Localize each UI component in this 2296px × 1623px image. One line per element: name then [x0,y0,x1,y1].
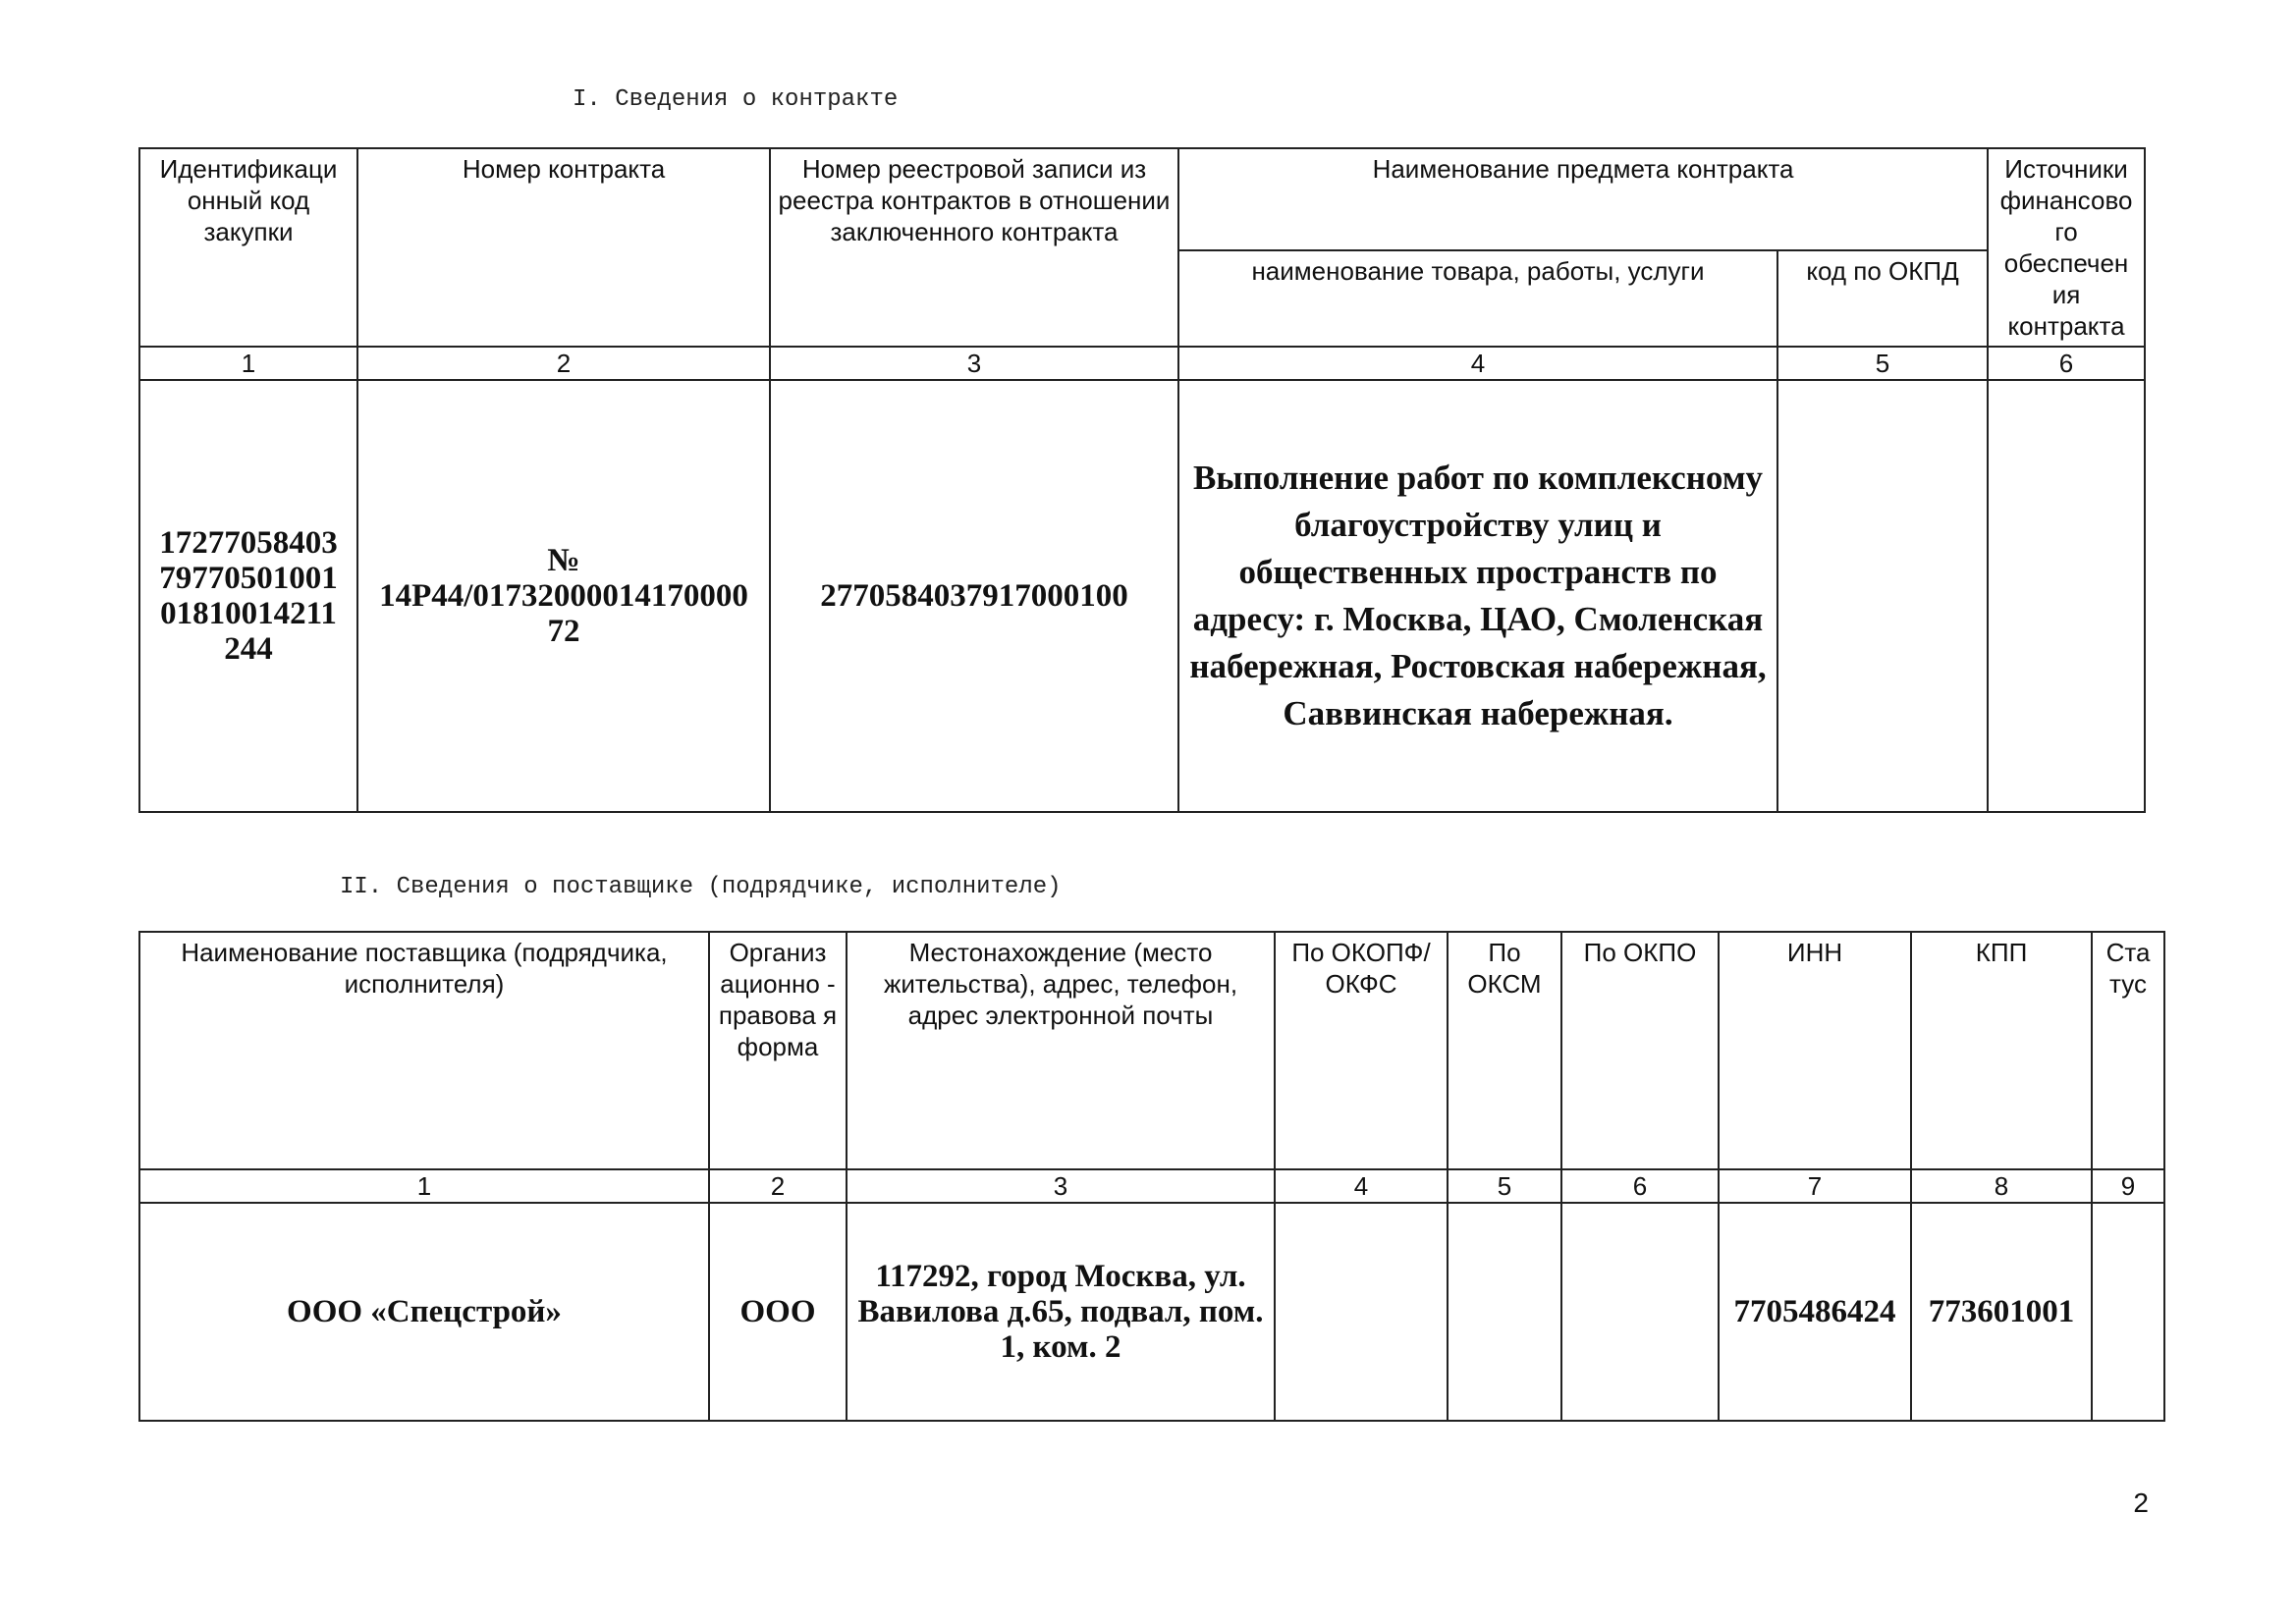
column-number: 1 [139,347,357,380]
column-number: 3 [847,1169,1275,1203]
column-number: 6 [1988,347,2145,380]
column-number: 8 [1911,1169,2092,1203]
header-goods-name: наименование товара, работы, услуги [1178,250,1777,347]
column-number: 7 [1719,1169,1911,1203]
cell-registry-number: 2770584037917000100 [770,380,1178,812]
cell-legal-form: ООО [709,1203,847,1421]
header-kpp: КПП [1911,932,2092,1169]
cell-status [2092,1203,2164,1421]
header-inn: ИНН [1719,932,1911,1169]
column-number: 5 [1448,1169,1561,1203]
column-number: 2 [357,347,770,380]
supplier-table [138,931,2165,1422]
cell-address: 117292, город Москва, ул. Вавилова д.65, подвал, пом. 1, ком. 2 [847,1203,1275,1421]
header-purchase-code: Идентификаци онный код закупки [139,148,357,347]
header-legal-form: Организ ационно - правова я форма [709,932,847,1169]
header-status: Ста тус [2092,932,2164,1169]
column-number: 9 [2092,1169,2164,1203]
cell-okopf [1275,1203,1448,1421]
header-okopf: По ОКОПФ/ ОКФС [1275,932,1448,1169]
column-number: 5 [1777,347,1988,380]
header-supplier-name: Наименование поставщика (подрядчика, исполнителя) [139,932,709,1169]
cell-subject: Выполнение работ по комплексному благоустройству улиц и общественных пространств по адресу: г. Москва, ЦАО, Смоленская набережная, Ростовская набережная, Саввинская набережная. [1178,380,1777,812]
cell-purchase-code: 17277058403 79770501001 01810014211 244 [139,380,357,812]
cell-supplier-name: ООО «Спецстрой» [139,1203,709,1421]
cell-okpo [1561,1203,1719,1421]
cell-funding [1988,380,2145,812]
column-number: 1 [139,1169,709,1203]
page-number: 2 [2133,1488,2149,1518]
header-registry-number: Номер реестровой записи из реестра контрактов в отношении заключенного контракта [770,148,1178,347]
header-address: Местонахождение (место жительства), адрес, телефон, адрес электронной почты [847,932,1275,1169]
section-1-title: I. Сведения о контракте [573,86,899,113]
cell-okpd [1777,380,1988,812]
section-2-title: II. Сведения о поставщике (подрядчике, исполнителе) [340,874,1062,900]
cell-oksm [1448,1203,1561,1421]
contract-table [138,147,2146,813]
header-okpo: По ОКПО [1561,932,1719,1169]
header-subject: Наименование предмета контракта [1178,148,1988,250]
column-number: 4 [1178,347,1777,380]
header-funding: Источники финансово го обеспечен ия контракта [1988,148,2145,347]
cell-inn: 7705486424 [1719,1203,1911,1421]
column-number: 6 [1561,1169,1719,1203]
cell-kpp: 773601001 [1911,1203,2092,1421]
header-okpd: код по ОКПД [1777,250,1988,347]
header-oksm: По ОКСМ [1448,932,1561,1169]
column-number: 4 [1275,1169,1448,1203]
column-number: 2 [709,1169,847,1203]
column-number: 3 [770,347,1178,380]
header-contract-number: Номер контракта [357,148,770,347]
cell-contract-number: № 14Р44/01732000014170000 72 [357,380,770,812]
